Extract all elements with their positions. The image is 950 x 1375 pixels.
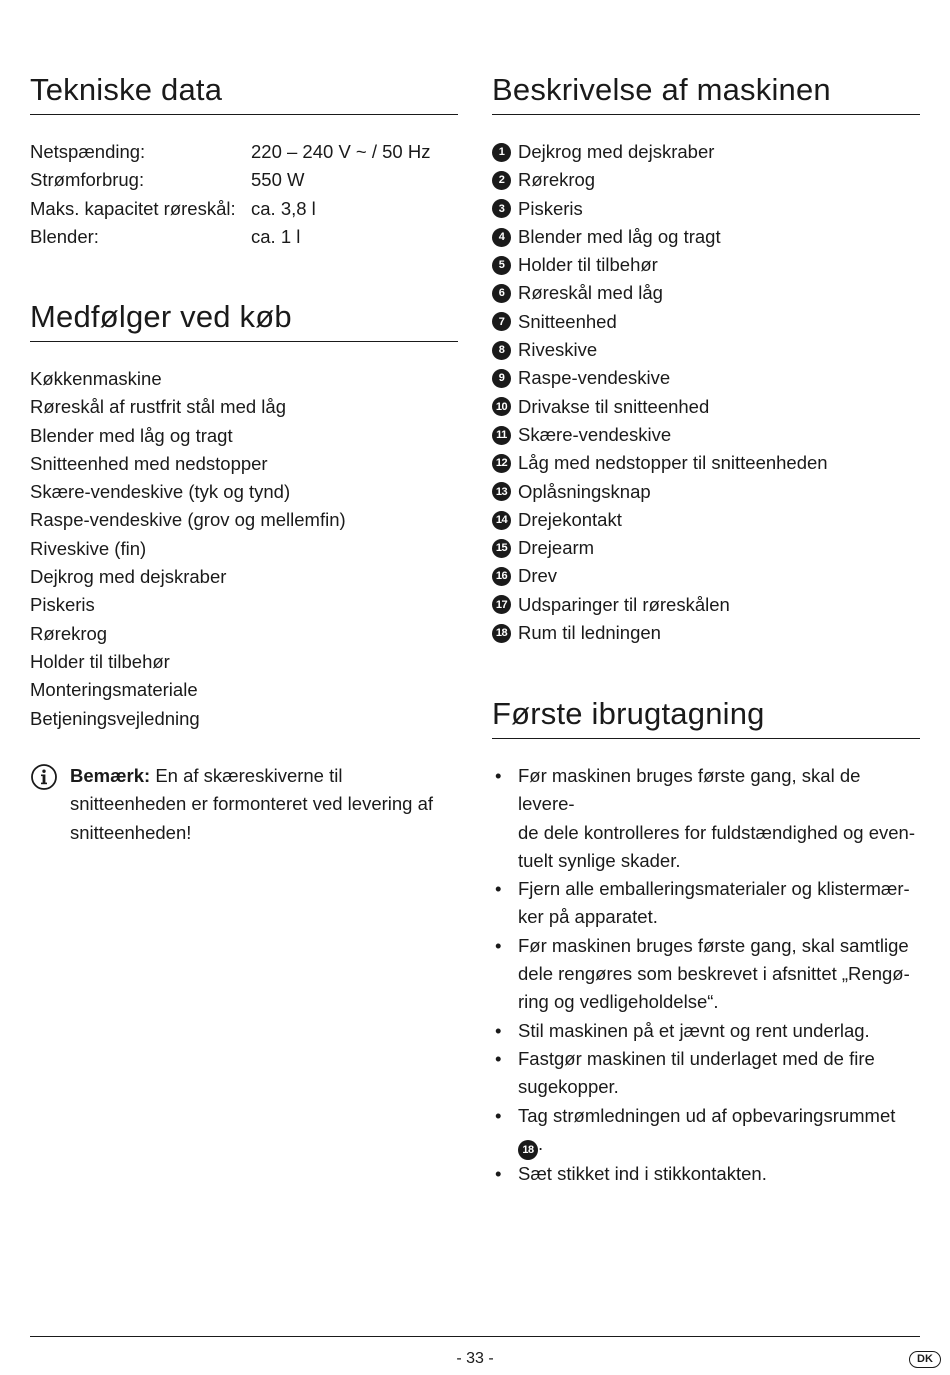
list-item: Holder til tilbehør — [30, 650, 170, 672]
part-label: Drejearm — [518, 537, 595, 559]
spec-value: ca. 3,8 l — [251, 197, 316, 219]
bullet-line: Tag strømledningen ud af opbevaringsrummet — [518, 1104, 896, 1126]
note-body: En af skæreskiverne til snitteenheden er formonteret ved levering af snitteenheden! — [70, 765, 434, 843]
list-item: Rørekrog — [30, 622, 108, 644]
part-number-badge: 9 — [492, 369, 511, 388]
part-number-badge: 11 — [492, 426, 511, 445]
bullet-dot: • — [495, 878, 502, 900]
bullet-line: ker på apparatet. — [518, 906, 658, 928]
bullet-item — [492, 875, 920, 932]
part-item — [492, 393, 920, 421]
part-label: Oplåsningsknap — [518, 480, 651, 502]
part-label: Rum til ledningen — [518, 622, 661, 644]
part-item — [492, 138, 920, 166]
spec-value: 220 – 240 V ~ / 50 Hz — [251, 141, 431, 162]
part-label: Røreskål med låg — [518, 282, 663, 304]
bullet-line: Før maskinen bruges første gang, skal de levere- — [518, 765, 861, 815]
part-item — [492, 364, 920, 392]
spec-label: Netspænding: — [30, 141, 146, 162]
bullet-dot: • — [495, 1047, 502, 1069]
list-item: Skære-vendeskive (tyk og tynd) — [30, 481, 291, 503]
list-item: Raspe-vendeskive (grov og mellemfin) — [30, 509, 346, 531]
part-number-badge: 10 — [492, 397, 511, 416]
part-item — [492, 506, 920, 534]
list-item: Riveskive (fin) — [30, 537, 147, 559]
bullet-line: dele rengøres som beskrevet i afsnittet „Rengø- — [518, 963, 910, 985]
bullet-dot: • — [495, 765, 502, 786]
included-list — [30, 365, 458, 733]
part-number-badge: 16 — [492, 567, 511, 586]
footer-divider — [30, 1336, 920, 1337]
part-item — [492, 478, 920, 506]
part-number-badge: 14 — [492, 511, 511, 530]
spec-row — [30, 166, 458, 194]
spec-row — [30, 195, 458, 223]
part-item — [492, 421, 920, 449]
part-label: Holder til tilbehør — [518, 254, 658, 276]
bullet-item — [492, 1017, 920, 1045]
tech-data-heading: Tekniske data — [30, 73, 458, 115]
first-use-heading: Første ibrugtagning — [492, 697, 920, 739]
part-number-badge: 18 — [492, 624, 511, 643]
bullet-line: ring og vedligeholdelse“. — [518, 991, 719, 1013]
tech-data-table — [30, 138, 458, 251]
part-number-badge: 4 — [492, 228, 511, 247]
first-use-list — [492, 762, 920, 1188]
bullet-line: sugekopper. — [518, 1076, 619, 1098]
part-number-badge: 1 — [492, 143, 511, 162]
part-item — [492, 336, 920, 364]
list-item: Betjeningsvejledning — [30, 707, 200, 729]
part-label: Drev — [518, 565, 558, 587]
bullet-dot: • — [495, 1163, 502, 1184]
part-label: Snitteenhed — [518, 310, 617, 332]
spec-value: 550 W — [251, 169, 305, 191]
note-box — [30, 762, 458, 847]
part-label: Raspe-vendeskive — [518, 367, 671, 389]
part-item — [492, 166, 920, 194]
bullet-line: Stil maskinen på et jævnt og rent underlag. — [518, 1019, 870, 1041]
bullet-item — [492, 762, 920, 875]
part-item — [492, 562, 920, 590]
bullet-dot: • — [495, 1104, 502, 1126]
list-item: Dejkrog med dejskraber — [30, 566, 227, 588]
note-text — [70, 762, 458, 847]
part-number-badge: 2 — [492, 171, 511, 190]
part-item — [492, 534, 920, 562]
part-label: Piskeris — [518, 197, 583, 219]
part-number-badge: 8 — [492, 341, 511, 360]
list-item: Køkkenmaskine — [30, 368, 162, 389]
spec-row — [30, 138, 458, 166]
bullet-dot: • — [495, 934, 502, 956]
bullet-line: tuelt synlige skader. — [518, 849, 681, 871]
spec-row — [30, 223, 458, 251]
part-label: Riveskive — [518, 339, 598, 361]
list-item: Piskeris — [30, 594, 95, 616]
bullet-item — [492, 1102, 920, 1160]
spec-label: Maks. kapacitet røreskål: — [30, 197, 236, 219]
spec-label: Strømforbrug: — [30, 169, 145, 191]
part-number-badge: 7 — [492, 312, 511, 331]
bullet-item — [492, 1045, 920, 1102]
bullet-line: Fastgør maskinen til underlaget med de fire — [518, 1047, 875, 1069]
part-number-badge: 3 — [492, 199, 511, 218]
bullet-suffix: . — [538, 1132, 544, 1154]
description-heading: Beskrivelse af maskinen — [492, 73, 920, 115]
part-label: Låg med nedstopper til snitteenheden — [518, 452, 828, 474]
part-label: Blender med låg og tragt — [518, 225, 721, 247]
part-item — [492, 251, 920, 279]
bullet-item — [492, 932, 920, 1017]
parts-list — [492, 138, 920, 647]
spec-label: Blender: — [30, 225, 99, 247]
part-number-badge: 18 — [518, 1140, 538, 1160]
language-badge: DK — [909, 1351, 941, 1368]
part-item — [492, 449, 920, 477]
part-number-badge: 12 — [492, 454, 511, 473]
part-label: Rørekrog — [518, 169, 596, 191]
part-number-badge: 6 — [492, 284, 511, 303]
part-number-badge: 5 — [492, 256, 511, 275]
page-number: - 33 - — [456, 1350, 494, 1367]
bullet-line: Sæt stikket ind i stikkontakten. — [518, 1163, 767, 1184]
part-item — [492, 308, 920, 336]
part-number-badge: 13 — [492, 482, 511, 501]
list-item: Monteringsmateriale — [30, 679, 198, 701]
list-item: Snitteenhed med nedstopper — [30, 452, 268, 474]
part-label: Drejekontakt — [518, 508, 622, 530]
part-item — [492, 195, 920, 223]
spec-value: ca. 1 l — [251, 225, 301, 247]
info-icon — [30, 762, 70, 847]
part-item — [492, 279, 920, 307]
bullet-line: Fjern alle emballeringsmaterialer og klistermær- — [518, 878, 910, 900]
part-item — [492, 619, 920, 647]
part-label: Udsparinger til røreskålen — [518, 593, 730, 615]
part-label: Skære-vendeskive — [518, 423, 672, 445]
bullet-line: Før maskinen bruges første gang, skal samtlige — [518, 934, 909, 956]
part-item — [492, 591, 920, 619]
note-label: Bemærk: — [70, 765, 151, 786]
part-label: Drivakse til snitteenhed — [518, 395, 710, 417]
list-item: Røreskål af rustfrit stål med låg — [30, 396, 286, 418]
bullet-dot: • — [495, 1019, 502, 1041]
bullet-line: de dele kontrolleres for fuldstændighed og even- — [518, 821, 915, 843]
part-number-badge: 15 — [492, 539, 511, 558]
included-heading: Medfølger ved køb — [30, 300, 458, 342]
bullet-item — [492, 1160, 920, 1188]
part-item — [492, 223, 920, 251]
list-item: Blender med låg og tragt — [30, 424, 233, 446]
part-number-badge: 17 — [492, 595, 511, 614]
part-label: Dejkrog med dejskraber — [518, 141, 715, 162]
